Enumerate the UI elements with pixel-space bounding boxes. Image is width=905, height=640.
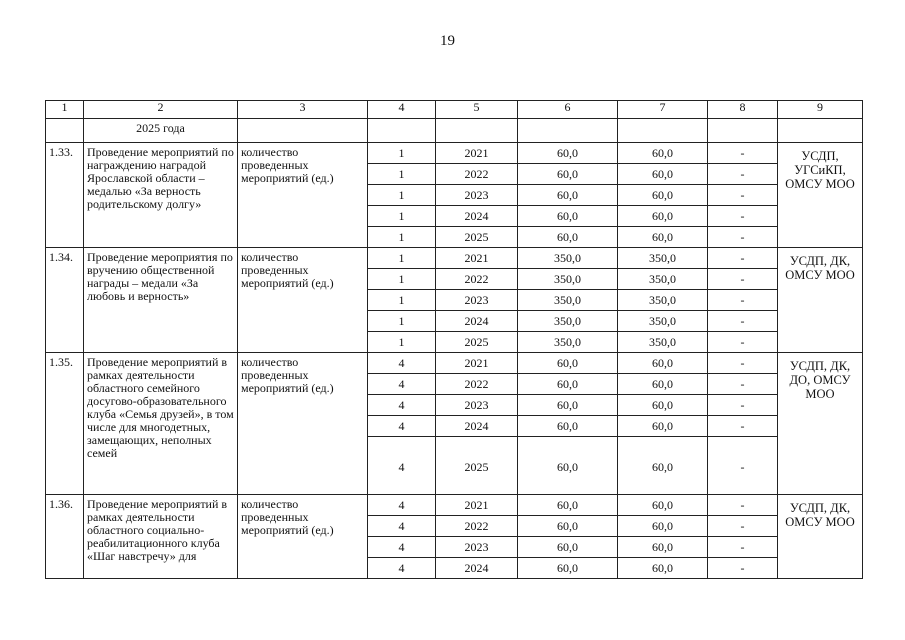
program-table <box>45 100 863 579</box>
continuation-text: 2025 года <box>84 119 238 143</box>
value-c6: 60,0 <box>518 416 618 437</box>
value-c4: 4 <box>368 516 436 537</box>
value-c6: 60,0 <box>518 185 618 206</box>
value-c6: 60,0 <box>518 558 618 579</box>
value-c8: - <box>708 495 778 516</box>
value-c4: 4 <box>368 558 436 579</box>
value-c4: 4 <box>368 353 436 374</box>
header-cell: 5 <box>436 101 518 119</box>
item-executors: УСДП, УГСиКП, ОМСУ МОО <box>778 143 863 248</box>
value-c5: 2023 <box>436 290 518 311</box>
value-c4: 4 <box>368 395 436 416</box>
item-executors: УСДП, ДК, ОМСУ МОО <box>778 248 863 353</box>
continuation-cell <box>778 119 863 143</box>
header-cell: 9 <box>778 101 863 119</box>
value-c5: 2021 <box>436 143 518 164</box>
value-c5: 2024 <box>436 416 518 437</box>
value-c6: 60,0 <box>518 374 618 395</box>
value-c4: 1 <box>368 311 436 332</box>
item-indicator: количество проведенных мероприятий (ед.) <box>238 143 368 248</box>
item-number: 1.33. <box>46 143 84 248</box>
header-cell: 3 <box>238 101 368 119</box>
header-cell: 6 <box>518 101 618 119</box>
item-number: 1.36. <box>46 495 84 579</box>
value-c5: 2025 <box>436 437 518 495</box>
value-c4: 1 <box>368 332 436 353</box>
item-name: Проведение мероприятий в рамках деятельности областного семейного досугово-образовательного клуба «Семья друзей», в том числе для многодетных, замещающих, неполных семей <box>84 353 238 495</box>
value-c7: 60,0 <box>618 437 708 495</box>
value-c7: 60,0 <box>618 206 708 227</box>
value-c8: - <box>708 395 778 416</box>
value-c6: 60,0 <box>518 164 618 185</box>
header-cell: 7 <box>618 101 708 119</box>
value-c8: - <box>708 416 778 437</box>
value-c8: - <box>708 516 778 537</box>
table-row <box>46 353 863 374</box>
value-c5: 2024 <box>436 311 518 332</box>
value-c6: 60,0 <box>518 395 618 416</box>
value-c7: 350,0 <box>618 332 708 353</box>
value-c7: 60,0 <box>618 416 708 437</box>
value-c8: - <box>708 227 778 248</box>
value-c8: - <box>708 248 778 269</box>
value-c5: 2025 <box>436 332 518 353</box>
value-c5: 2021 <box>436 353 518 374</box>
value-c4: 4 <box>368 537 436 558</box>
continuation-row <box>46 119 863 143</box>
value-c8: - <box>708 290 778 311</box>
value-c6: 350,0 <box>518 248 618 269</box>
value-c4: 1 <box>368 227 436 248</box>
value-c4: 1 <box>368 248 436 269</box>
value-c7: 60,0 <box>618 537 708 558</box>
value-c7: 60,0 <box>618 164 708 185</box>
continuation-cell <box>436 119 518 143</box>
value-c4: 1 <box>368 290 436 311</box>
value-c4: 1 <box>368 206 436 227</box>
value-c7: 350,0 <box>618 248 708 269</box>
value-c5: 2025 <box>436 227 518 248</box>
value-c6: 60,0 <box>518 516 618 537</box>
continuation-cell <box>708 119 778 143</box>
item-indicator: количество проведенных мероприятий (ед.) <box>238 248 368 353</box>
value-c5: 2021 <box>436 495 518 516</box>
value-c5: 2023 <box>436 185 518 206</box>
value-c6: 60,0 <box>518 227 618 248</box>
value-c8: - <box>708 374 778 395</box>
value-c6: 60,0 <box>518 537 618 558</box>
table-row <box>46 143 863 164</box>
value-c6: 60,0 <box>518 437 618 495</box>
header-cell: 8 <box>708 101 778 119</box>
value-c8: - <box>708 311 778 332</box>
value-c4: 4 <box>368 416 436 437</box>
continuation-cell <box>368 119 436 143</box>
value-c8: - <box>708 143 778 164</box>
item-name: Проведение мероприятий по награждению наградой Ярославской области – медалью «За верность родительскому долгу» <box>84 143 238 248</box>
value-c5: 2022 <box>436 269 518 290</box>
value-c7: 60,0 <box>618 558 708 579</box>
value-c7: 60,0 <box>618 143 708 164</box>
item-indicator: количество проведенных мероприятий (ед.) <box>238 353 368 495</box>
header-cell: 4 <box>368 101 436 119</box>
value-c6: 350,0 <box>518 311 618 332</box>
value-c8: - <box>708 164 778 185</box>
value-c4: 1 <box>368 164 436 185</box>
value-c8: - <box>708 185 778 206</box>
value-c4: 1 <box>368 269 436 290</box>
table-row <box>46 248 863 269</box>
page-number: 19 <box>440 33 455 49</box>
value-c5: 2022 <box>436 164 518 185</box>
header-cell: 2 <box>84 101 238 119</box>
value-c7: 60,0 <box>618 185 708 206</box>
value-c6: 60,0 <box>518 353 618 374</box>
value-c5: 2024 <box>436 206 518 227</box>
value-c7: 350,0 <box>618 269 708 290</box>
value-c8: - <box>708 332 778 353</box>
header-row <box>46 101 863 119</box>
value-c6: 350,0 <box>518 332 618 353</box>
value-c7: 60,0 <box>618 374 708 395</box>
value-c6: 60,0 <box>518 206 618 227</box>
continuation-cell <box>518 119 618 143</box>
value-c4: 1 <box>368 143 436 164</box>
item-executors: УСДП, ДК, ОМСУ МОО <box>778 495 863 579</box>
value-c7: 60,0 <box>618 353 708 374</box>
item-name: Проведение мероприятий в рамках деятельности областного социально-реабилитационного клуба «Шаг навстречу» для <box>84 495 238 579</box>
value-c4: 1 <box>368 185 436 206</box>
value-c6: 350,0 <box>518 290 618 311</box>
value-c5: 2023 <box>436 395 518 416</box>
value-c8: - <box>708 437 778 495</box>
value-c5: 2021 <box>436 248 518 269</box>
table-row <box>46 495 863 516</box>
item-name: Проведение мероприятия по вручению общественной награды – медали «За любовь и верность» <box>84 248 238 353</box>
value-c7: 350,0 <box>618 311 708 332</box>
item-indicator: количество проведенных мероприятий (ед.) <box>238 495 368 579</box>
value-c8: - <box>708 558 778 579</box>
value-c8: - <box>708 206 778 227</box>
value-c8: - <box>708 269 778 290</box>
value-c4: 4 <box>368 374 436 395</box>
continuation-cell <box>618 119 708 143</box>
value-c4: 4 <box>368 437 436 495</box>
item-executors: УСДП, ДК, ДО, ОМСУ МОО <box>778 353 863 495</box>
value-c5: 2022 <box>436 516 518 537</box>
value-c6: 60,0 <box>518 495 618 516</box>
value-c7: 60,0 <box>618 495 708 516</box>
value-c7: 60,0 <box>618 395 708 416</box>
header-cell: 1 <box>46 101 84 119</box>
value-c4: 4 <box>368 495 436 516</box>
value-c7: 60,0 <box>618 227 708 248</box>
item-number: 1.34. <box>46 248 84 353</box>
continuation-cell <box>46 119 84 143</box>
value-c6: 350,0 <box>518 269 618 290</box>
item-number: 1.35. <box>46 353 84 495</box>
value-c5: 2022 <box>436 374 518 395</box>
value-c7: 350,0 <box>618 290 708 311</box>
value-c5: 2024 <box>436 558 518 579</box>
value-c6: 60,0 <box>518 143 618 164</box>
value-c8: - <box>708 353 778 374</box>
value-c7: 60,0 <box>618 516 708 537</box>
value-c8: - <box>708 537 778 558</box>
value-c5: 2023 <box>436 537 518 558</box>
continuation-cell <box>238 119 368 143</box>
